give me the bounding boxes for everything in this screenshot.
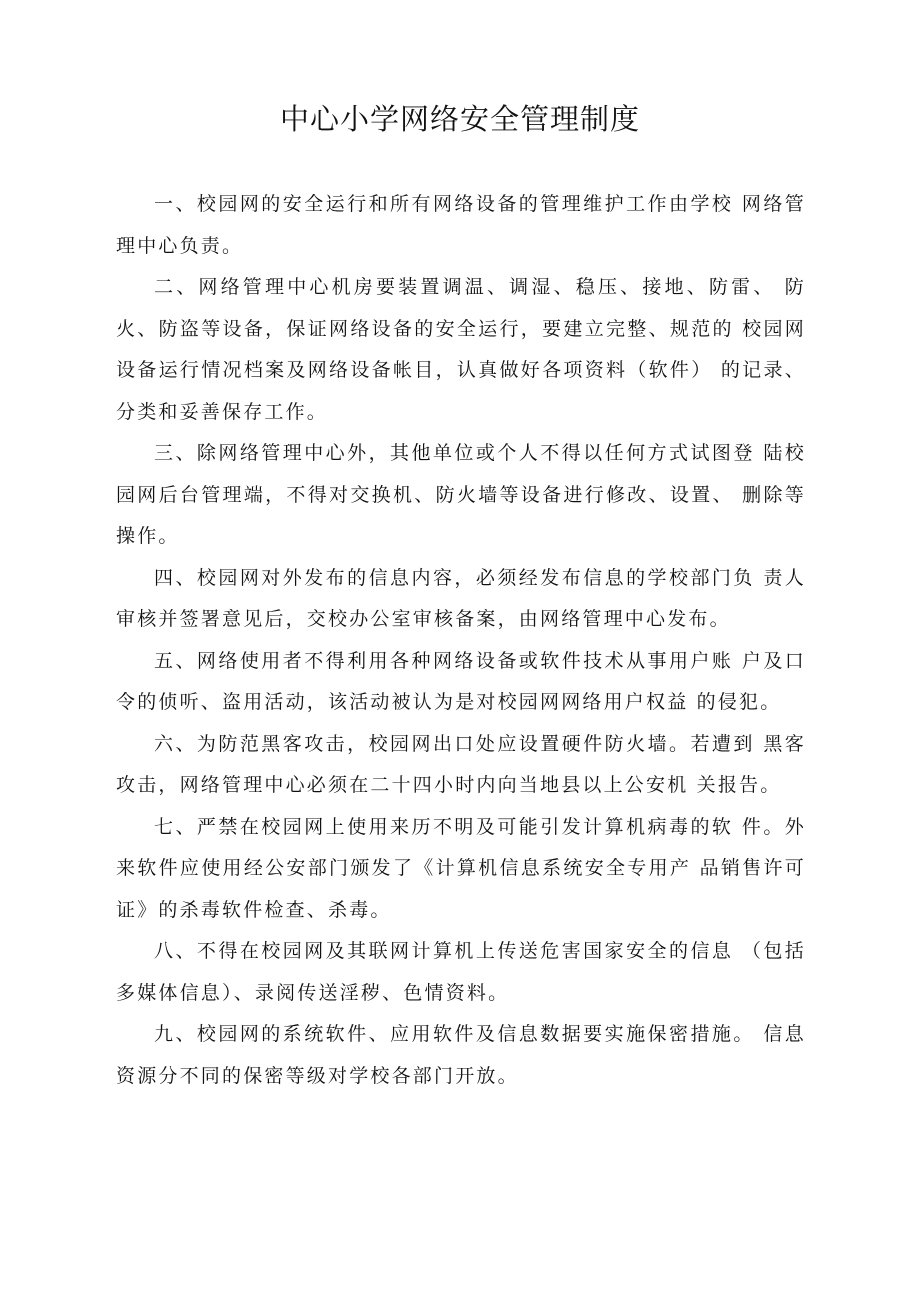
document-title: 中心小学网络安全管理制度	[279, 102, 640, 136]
paragraph-4: 四、校园网对外发布的信息内容，必须经发布信息的学校部门负 责人审核并签署意见后，交校办公室审核备案，由网络管理中心发布。	[116, 566, 806, 630]
paragraph-1: 一、校园网的安全运行和所有网络设备的管理维护工作由学校 网络管理中心负责。	[116, 193, 806, 257]
paragraph-5: 五、网络使用者不得利用各种网络设备或软件技术从事用户账 户及口令的侦听、盗用活动，该活动被认为是对校园网网络用户权益 的侵犯。	[116, 649, 806, 713]
paragraph-3: 三、除网络管理中心外，其他单位或个人不得以任何方式试图登 陆校园网后台管理端，不得对交换机、防火墙等设备进行修改、设置、 删除等操作。	[116, 442, 806, 547]
document-body	[116, 184, 806, 1097]
paragraph-6: 六、为防范黑客攻击，校园网出口处应设置硬件防火墙。若遭到 黑客攻击，网络管理中心必须在二十四小时内向当地县以上公安机 关报告。	[116, 732, 806, 796]
paragraph-2: 二、网络管理中心机房要装置调温、调湿、稳压、接地、防雷、 防火、防盗等设备，保证网络设备的安全运行，要建立完整、规范的 校园网设备运行情况档案及网络设备帐目，认真做好各项资料（软件） 的记录、分类和妥善保存工作。	[116, 276, 806, 423]
paragraph-8: 八、不得在校园网及其联网计算机上传送危害国家安全的信息 （包括多媒体信息）、录阅传送淫秽、色情资料。	[116, 940, 806, 1004]
paragraph-7: 七、严禁在校园网上使用来历不明及可能引发计算机病毒的软 件。外来软件应使用经公安部门颁发了《计算机信息系统安全专用产 品销售许可证》的杀毒软件检查、杀毒。	[116, 815, 806, 921]
paragraph-9: 九、校园网的系统软件、应用软件及信息数据要实施保密措施。 信息资源分不同的保密等级对学校各部门开放。	[116, 1023, 806, 1087]
